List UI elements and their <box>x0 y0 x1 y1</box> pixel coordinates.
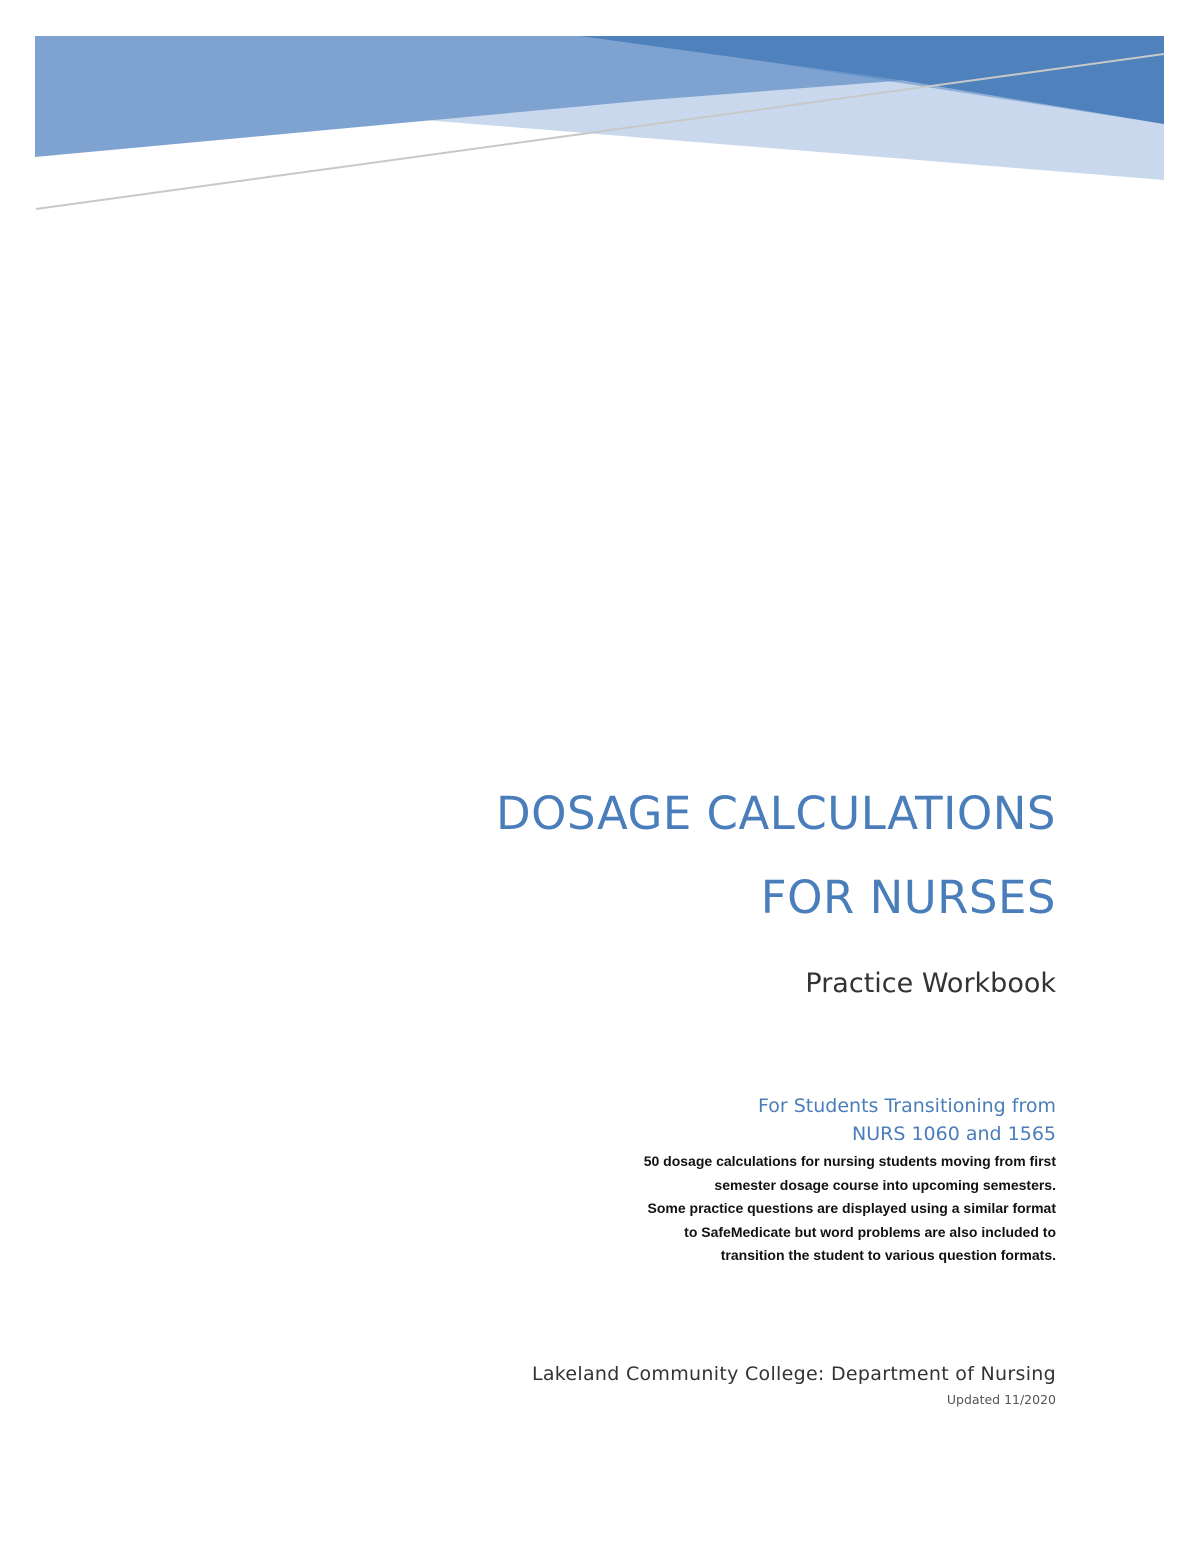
description-line: transition the student to various question formats. <box>720 1247 1056 1263</box>
document-title-line1: DOSAGE CALCULATIONS <box>495 787 1056 840</box>
header-decoration <box>0 0 1200 230</box>
description-line: semester dosage course into upcoming semesters. <box>714 1176 1056 1193</box>
document-title <box>296 772 1056 940</box>
updated-date: Updated 11/2020 <box>946 1392 1056 1407</box>
title-block <box>296 772 1056 1002</box>
document-subtitle: Practice Workbook <box>805 968 1056 999</box>
document-title-line2: FOR NURSES <box>760 871 1056 924</box>
audience-heading-line2: NURS 1060 and 1565 <box>852 1123 1056 1145</box>
organization-block <box>356 1358 1056 1410</box>
audience-block <box>496 1092 1056 1268</box>
audience-heading-line1: For Students Transitioning from <box>758 1095 1056 1117</box>
description <box>496 1150 1056 1268</box>
organization-name: Lakeland Community College: Department of Nursing <box>531 1363 1056 1385</box>
description-line: to SafeMedicate but word problems are also included to <box>684 1223 1056 1240</box>
description-line: 50 dosage calculations for nursing students moving from first <box>643 1153 1056 1169</box>
description-line: Some practice questions are displayed using a similar format <box>647 1200 1056 1216</box>
audience-heading <box>496 1092 1056 1148</box>
